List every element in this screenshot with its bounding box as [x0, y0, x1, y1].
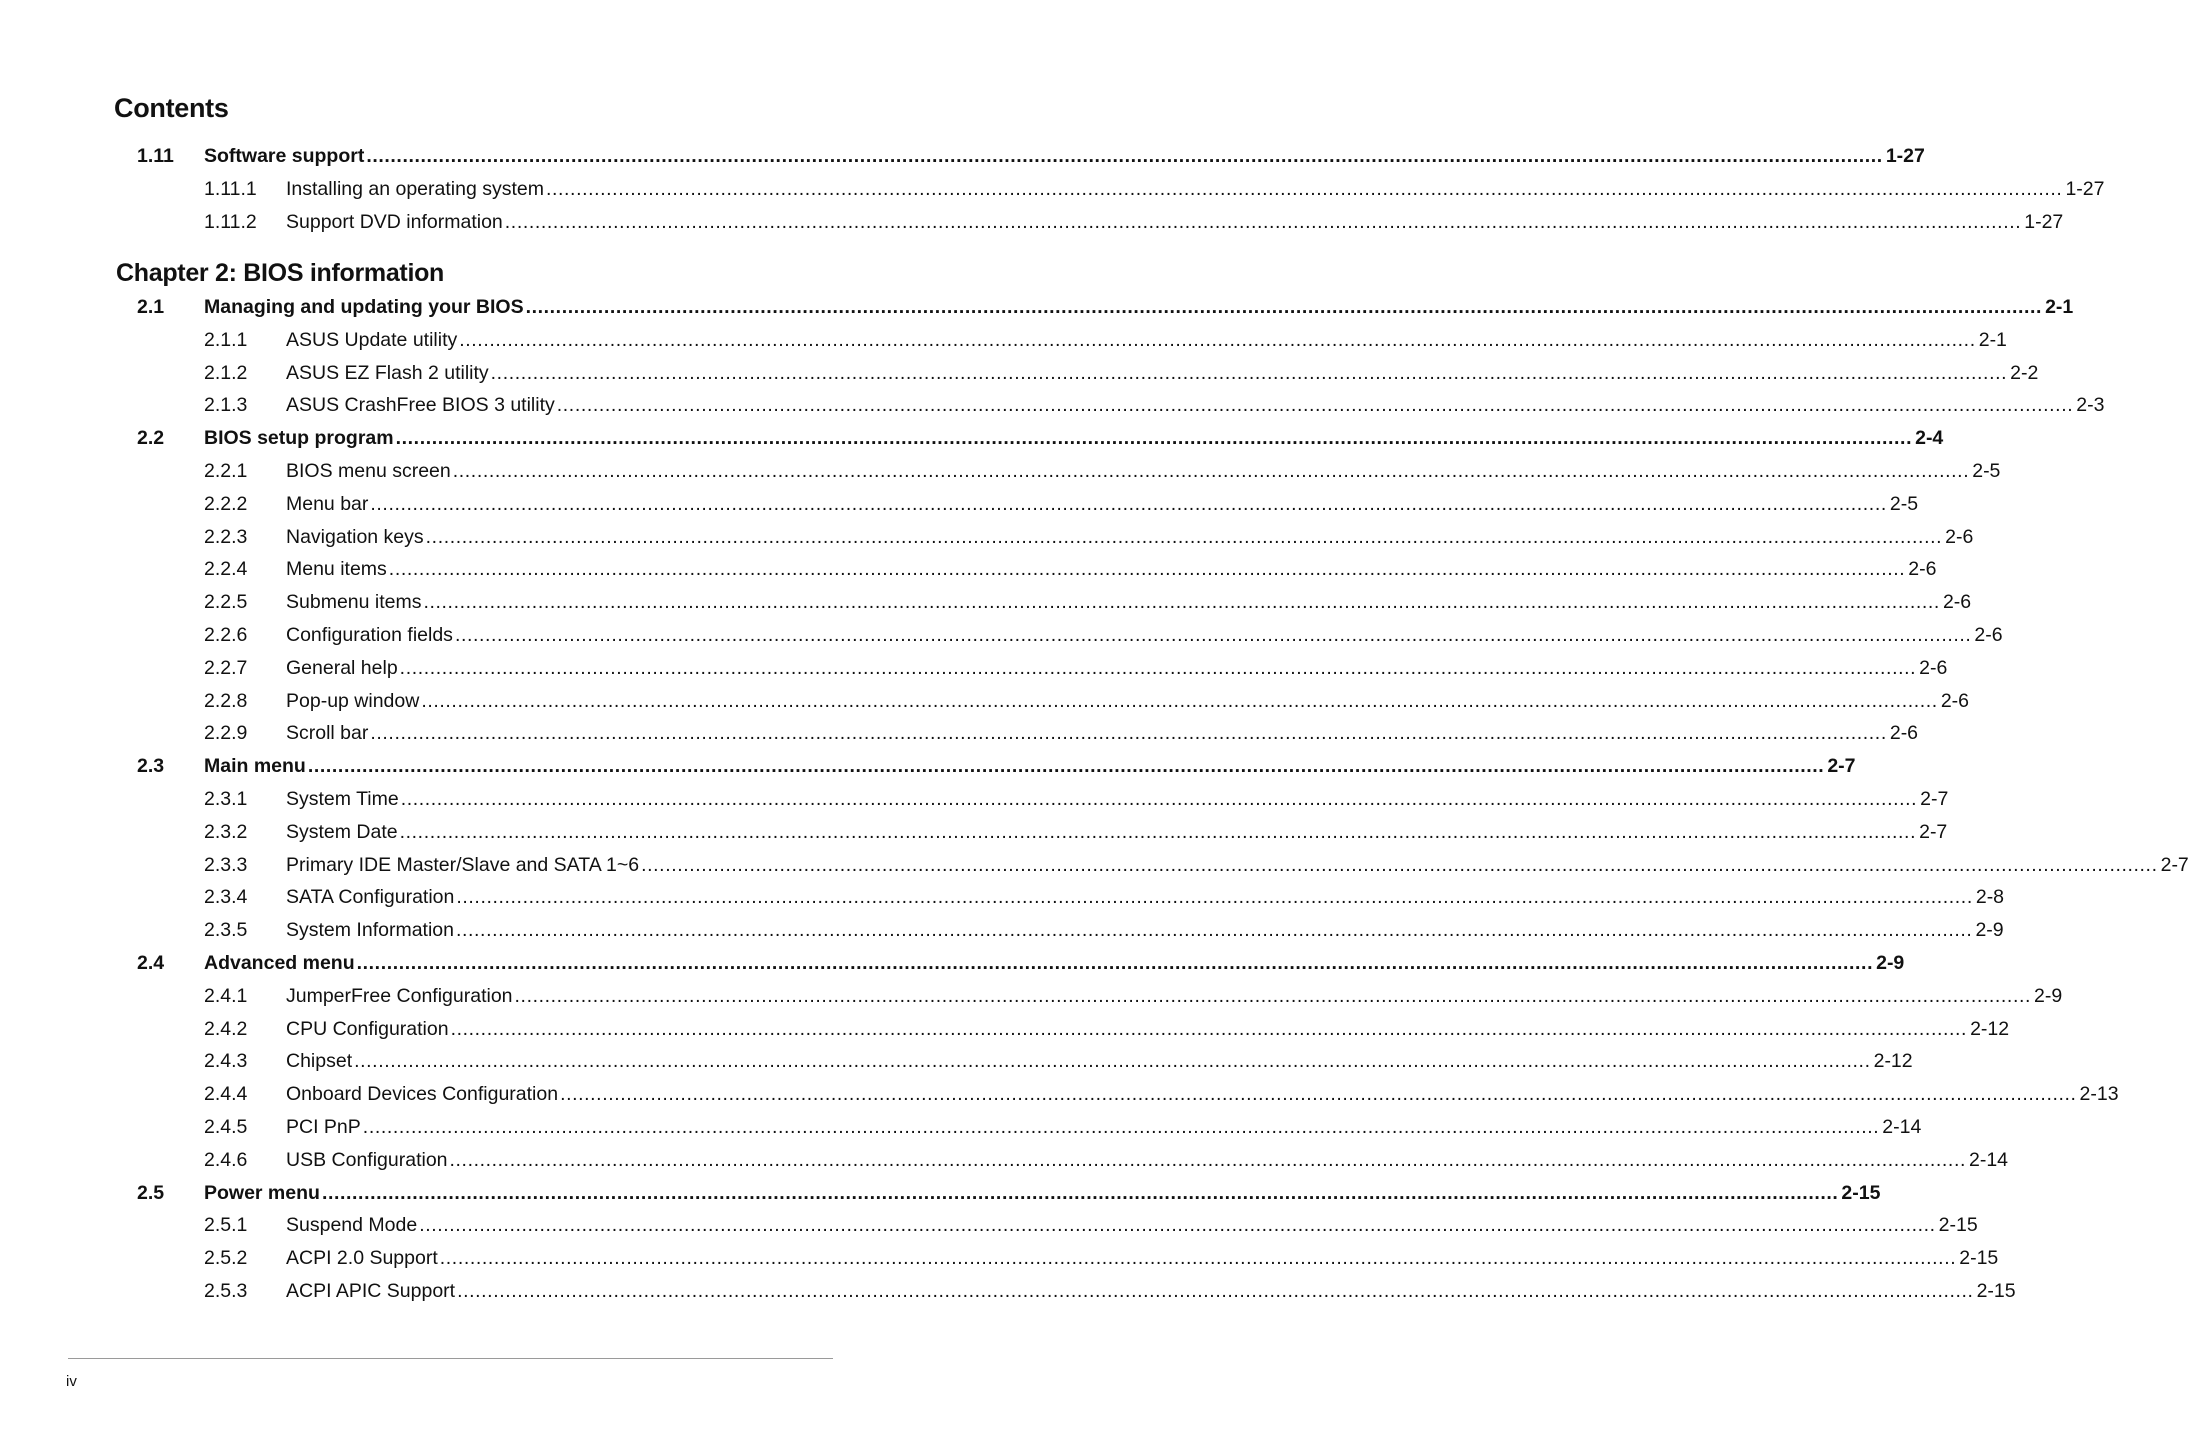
page-title: Contents — [114, 93, 229, 123]
toc-dot-leader: ............................................................................................................................................................................................................................................................ — [362, 1115, 1880, 1138]
toc-entry-number: 2.5.3 — [204, 1279, 248, 1302]
toc-entry-line — [204, 140, 1925, 173]
toc-subsection-entry[interactable] — [0, 521, 1974, 554]
toc-entry-title: System Date — [286, 820, 398, 843]
toc-entry-line — [286, 849, 2189, 882]
toc-entry-number: 2.5.1 — [204, 1214, 248, 1237]
toc-entry-line — [286, 1013, 2010, 1046]
toc-entry-line — [204, 291, 2074, 324]
toc-entry-title: Navigation keys — [286, 525, 424, 548]
toc-entry-line — [286, 1275, 2016, 1308]
toc-dot-leader: ............................................................................................................................................................................................................................................................ — [455, 919, 1973, 942]
toc-section-entry[interactable] — [0, 291, 2074, 324]
toc-subsection-entry[interactable] — [0, 173, 2105, 206]
toc-dot-leader: ............................................................................................................................................................................................................................................................ — [419, 1214, 1936, 1237]
toc-subsection-entry[interactable] — [0, 389, 2105, 422]
toc-entry-number: 2.3.2 — [204, 820, 248, 843]
toc-dot-leader: ............................................................................................................................................................................................................................................................ — [457, 1279, 1974, 1302]
toc-entry-number: 2.1 — [137, 296, 165, 318]
toc-entry-line — [286, 357, 2039, 390]
toc-entry-page: 2-9 — [2034, 984, 2063, 1007]
toc-entry-line — [286, 980, 2063, 1013]
toc-entry-page: 2-6 — [1974, 623, 2003, 646]
toc-entry-title: System Information — [286, 919, 454, 942]
toc-entry-page: 2-7 — [1827, 755, 1856, 778]
toc-dot-leader: ............................................................................................................................................................................................................................................................ — [421, 689, 1938, 712]
toc-entry-number: 2.4 — [137, 951, 165, 974]
toc-subsection-entry[interactable] — [0, 980, 2063, 1013]
toc-dot-leader: ............................................................................................................................................................................................................................................................ — [400, 787, 1918, 810]
footer-divider — [68, 1358, 833, 1359]
toc-entry-line — [204, 947, 1905, 980]
toc-entry-title: Support DVD information — [286, 210, 503, 233]
toc-entry-page: 2-6 — [1940, 689, 1969, 712]
toc-dot-leader: ............................................................................................................................................................................................................................................................ — [423, 591, 1940, 614]
toc-entry-number: 2.4.4 — [204, 1083, 248, 1106]
toc-dot-leader: ............................................................................................................................................................................................................................................................ — [307, 755, 1825, 778]
toc-subsection-entry[interactable] — [0, 1144, 2009, 1177]
toc-entry-title: Scroll bar — [286, 722, 369, 745]
toc-entry-title: ACPI APIC Support — [286, 1279, 456, 1302]
toc-entry-line — [286, 521, 1974, 554]
toc-entry-page: 2-7 — [1919, 820, 1948, 843]
toc-subsection-entry[interactable] — [0, 586, 1972, 619]
toc-dot-leader: ............................................................................................................................................................................................................................................................ — [321, 1181, 1839, 1204]
toc-entry-line — [286, 914, 2004, 947]
toc-entry-line — [286, 652, 1948, 685]
toc-subsection-entry[interactable] — [0, 553, 1937, 586]
toc-entry-page: 2-13 — [2079, 1083, 2119, 1106]
toc-entry-page: 2-1 — [2045, 296, 2074, 318]
toc-entry-number: 2.1.2 — [204, 361, 248, 384]
toc-entry-title: Software support — [204, 145, 365, 167]
toc-dot-leader: ............................................................................................................................................................................................................................................................ — [399, 820, 1917, 843]
toc-entry-number: 2.3.3 — [204, 853, 248, 876]
toc-entry-page: 2-6 — [1945, 525, 1974, 548]
toc-dot-leader: ............................................................................................................................................................................................................................................................ — [399, 656, 1917, 679]
toc-entry-line — [286, 1242, 1999, 1275]
toc-entry-number: 2.2.1 — [204, 459, 248, 482]
toc-entry-page: 2-14 — [1882, 1115, 1922, 1138]
toc-section-entry[interactable] — [0, 140, 1925, 173]
toc-entry-number: 2.3.1 — [204, 787, 248, 810]
toc-entry-line — [204, 750, 1856, 783]
toc-subsection-entry[interactable] — [0, 1013, 2010, 1046]
toc-subsection-entry[interactable] — [0, 1045, 1913, 1078]
toc-subsection-entry[interactable] — [0, 1209, 1978, 1242]
toc-entry-page: 2-5 — [1889, 492, 1919, 515]
toc-subsection-entry[interactable] — [0, 1242, 1999, 1275]
toc-entry-line — [286, 619, 2003, 652]
toc-entry-page: 2-15 — [1976, 1279, 2016, 1302]
toc-entry-title: JumperFree Configuration — [286, 984, 513, 1007]
toc-entry-number: 2.1.3 — [204, 394, 248, 417]
toc-section-entry[interactable] — [0, 1177, 1881, 1210]
toc-section-entry[interactable] — [0, 750, 1856, 783]
toc-entry-title: SATA Configuration — [286, 886, 455, 909]
toc-entry-title: Chipset — [286, 1050, 353, 1073]
toc-entry-title: Main menu — [204, 755, 306, 778]
toc-entry-line — [286, 173, 2105, 206]
toc-entry-line — [286, 685, 1969, 718]
toc-entry-title: Pop-up window — [286, 689, 420, 712]
toc-entry-number: 2.4.6 — [204, 1148, 248, 1171]
toc-dot-leader: ............................................................................................................................................................................................................................................................ — [354, 1050, 1871, 1073]
toc-entry-title: BIOS menu screen — [286, 459, 451, 482]
toc-entry-number: 2.4.1 — [204, 984, 248, 1007]
toc-subsection-entry[interactable] — [0, 816, 1948, 849]
toc-entry-page: 2-9 — [1975, 919, 2004, 942]
toc-dot-leader: ............................................................................................................................................................................................................................................................ — [556, 394, 2074, 417]
toc-entry-title: Configuration fields — [286, 623, 453, 646]
toc-entry-number: 2.4.5 — [204, 1115, 248, 1138]
toc-subsection-entry[interactable] — [0, 619, 2003, 652]
toc-entry-page: 2-6 — [1942, 591, 1972, 614]
toc-dot-leader: ............................................................................................................................................................................................................................................................ — [459, 328, 1976, 351]
toc-dot-leader: ............................................................................................................................................................................................................................................................ — [370, 722, 1887, 745]
toc-dot-leader: ............................................................................................................................................................................................................................................................ — [545, 177, 2063, 200]
toc-entry-page: 2-15 — [1938, 1214, 1978, 1237]
toc-entry-title: Onboard Devices Configuration — [286, 1083, 559, 1106]
toc-entry-line — [286, 1111, 1922, 1144]
toc-entry-line — [286, 488, 1919, 521]
toc-entry-line — [286, 455, 2001, 488]
toc-entry-title: Installing an operating system — [286, 177, 544, 200]
toc-entry-number: 2.3.4 — [204, 886, 248, 909]
toc-section-entry[interactable] — [0, 947, 1905, 980]
toc-entry-page: 1-27 — [2024, 210, 2064, 233]
toc-entry-line — [286, 881, 2005, 914]
toc-subsection-entry[interactable] — [0, 1275, 2016, 1308]
toc-entry-page: 2-3 — [2076, 394, 2105, 417]
toc-subsection-entry[interactable] — [0, 914, 2004, 947]
toc-entry-page: 1-27 — [2065, 177, 2105, 200]
toc-entry-line — [286, 1045, 1913, 1078]
toc-entry-number: 2.1.1 — [204, 328, 248, 351]
toc-entry-page: 2-5 — [1972, 459, 2001, 482]
toc-dot-leader: ............................................................................................................................................................................................................................................................ — [395, 427, 1913, 450]
toc-entry-title: Primary IDE Master/Slave and SATA 1~6 — [286, 853, 640, 876]
toc-dot-leader: ............................................................................................................................................................................................................................................................ — [356, 951, 1874, 974]
toc-entry-line — [286, 1078, 2119, 1111]
toc-entry-number: 2.2.2 — [204, 492, 248, 515]
toc-entry-title: System Time — [286, 787, 399, 810]
toc-subsection-entry[interactable] — [0, 717, 1919, 750]
toc-entry-line — [286, 1144, 2009, 1177]
toc-entry-number: 2.4.3 — [204, 1050, 248, 1073]
toc-entry-title: Submenu items — [286, 591, 422, 614]
toc-subsection-entry[interactable] — [0, 455, 2001, 488]
toc-dot-leader: ............................................................................................................................................................................................................................................................ — [449, 1148, 1966, 1171]
toc-entry-page: 2-2 — [2010, 361, 2039, 384]
toc-subsection-entry[interactable] — [0, 357, 2039, 390]
toc-entry-line — [286, 1209, 1978, 1242]
toc-entry-title: PCI PnP — [286, 1115, 361, 1138]
toc-entry-title: Power menu — [204, 1181, 320, 1204]
toc-entry-page: 2-14 — [1968, 1148, 2009, 1171]
toc-subsection-entry[interactable] — [0, 324, 2007, 357]
toc-entry-number: 2.4.2 — [204, 1017, 248, 1040]
toc-subsection-entry[interactable] — [0, 881, 2005, 914]
toc-entry-number: 1.11.2 — [204, 210, 257, 233]
toc-dot-leader: ............................................................................................................................................................................................................................................................ — [425, 525, 1943, 548]
toc-dot-leader: ............................................................................................................................................................................................................................................................ — [454, 623, 1972, 646]
toc-subsection-entry[interactable] — [0, 206, 2064, 239]
toc-dot-leader: ............................................................................................................................................................................................................................................................ — [452, 459, 1970, 482]
toc-dot-leader: ............................................................................................................................................................................................................................................................ — [450, 1017, 1968, 1040]
toc-entry-line — [286, 324, 2007, 357]
toc-entry-line — [286, 206, 2064, 239]
toc-subsection-entry[interactable] — [0, 849, 2189, 882]
toc-entry-title: CPU Configuration — [286, 1017, 449, 1040]
toc-entry-title: BIOS setup program — [204, 427, 394, 450]
toc-entry-number: 1.11 — [137, 145, 174, 167]
toc-entry-page: 2-6 — [1919, 656, 1948, 679]
toc-subsection-entry[interactable] — [0, 488, 1919, 521]
toc-entry-page: 2-6 — [1908, 558, 1937, 581]
toc-entry-page: 2-1 — [1978, 328, 2007, 351]
toc-subsection-entry[interactable] — [0, 783, 1949, 816]
toc-entry-line — [286, 783, 1949, 816]
toc-entry-page: 2-12 — [1873, 1050, 1913, 1073]
toc-entry-title: Managing and updating your BIOS — [204, 296, 524, 318]
toc-section-1-11 — [0, 140, 2105, 238]
toc-dot-leader: ............................................................................................................................................................................................................................................................ — [560, 1083, 2077, 1106]
page-number: iv — [66, 1373, 77, 1390]
toc-entry-page: 2-12 — [1970, 1017, 2010, 1040]
toc-subsection-entry[interactable] — [0, 652, 1948, 685]
toc-entry-number: 2.2 — [137, 427, 165, 450]
toc-subsection-entry[interactable] — [0, 1111, 1922, 1144]
toc-dot-leader: ............................................................................................................................................................................................................................................................ — [366, 145, 1883, 167]
toc-entry-number: 2.3 — [137, 755, 165, 778]
toc-dot-leader: ............................................................................................................................................................................................................................................................ — [490, 361, 2008, 384]
toc-entry-page: 2-7 — [2160, 853, 2189, 876]
toc-entry-title: Menu bar — [286, 492, 369, 515]
toc-dot-leader: ............................................................................................................................................................................................................................................................ — [388, 558, 1906, 581]
toc-dot-leader: ............................................................................................................................................................................................................................................................ — [370, 492, 1887, 515]
toc-entry-page: 2-4 — [1915, 427, 1944, 450]
toc-entry-title: ACPI 2.0 Support — [286, 1247, 438, 1270]
toc-subsection-entry[interactable] — [0, 685, 1969, 718]
toc-entry-page: 2-7 — [1920, 787, 1949, 810]
toc-entry-number: 2.2.6 — [204, 623, 248, 646]
toc-dot-leader: ............................................................................................................................................................................................................................................................ — [439, 1247, 1957, 1270]
toc-dot-leader: ............................................................................................................................................................................................................................................................ — [504, 210, 2022, 233]
toc-entry-line — [204, 422, 1944, 455]
toc-dot-leader: ............................................................................................................................................................................................................................................................ — [514, 984, 2031, 1007]
toc-entry-line — [286, 389, 2105, 422]
toc-entry-line — [204, 1177, 1881, 1210]
toc-entry-line — [286, 717, 1919, 750]
toc-entry-title: Suspend Mode — [286, 1214, 418, 1237]
toc-entry-number: 2.2.5 — [204, 591, 248, 614]
toc-entry-page: 2-15 — [1841, 1181, 1881, 1204]
toc-entry-title: ASUS CrashFree BIOS 3 utility — [286, 394, 555, 417]
toc-chapter-2 — [0, 291, 2189, 1308]
toc-entry-title: ASUS Update utility — [286, 328, 458, 351]
toc-entry-number: 2.2.4 — [204, 558, 248, 581]
toc-entry-number: 2.5.2 — [204, 1247, 248, 1270]
chapter-title: Chapter 2: BIOS information — [116, 259, 445, 287]
toc-dot-leader: ............................................................................................................................................................................................................................................................ — [456, 886, 1973, 909]
toc-entry-page: 2-9 — [1876, 951, 1905, 974]
toc-entry-title: Menu items — [286, 558, 387, 581]
toc-entry-page: 1-27 — [1885, 145, 1925, 167]
toc-entry-number: 2.5 — [137, 1181, 165, 1204]
toc-entry-title: ASUS EZ Flash 2 utility — [286, 361, 489, 384]
toc-dot-leader: ............................................................................................................................................................................................................................................................ — [525, 296, 2043, 318]
toc-entry-line — [286, 553, 1937, 586]
toc-entry-number: 1.11.1 — [204, 177, 257, 200]
toc-dot-leader: ............................................................................................................................................................................................................................................................ — [641, 853, 2158, 876]
toc-entry-title: General help — [286, 656, 398, 679]
toc-entry-title: Advanced menu — [204, 951, 355, 974]
toc-section-entry[interactable] — [0, 422, 1944, 455]
toc-entry-page: 2-8 — [1975, 886, 2005, 909]
toc-entry-page: 2-15 — [1959, 1247, 1999, 1270]
toc-entry-title: USB Configuration — [286, 1148, 448, 1171]
toc-entry-number: 2.2.3 — [204, 525, 248, 548]
toc-entry-line — [286, 816, 1948, 849]
toc-entry-number: 2.2.8 — [204, 689, 248, 712]
toc-entry-number: 2.2.9 — [204, 722, 248, 745]
toc-entry-number: 2.2.7 — [204, 656, 248, 679]
toc-entry-number: 2.3.5 — [204, 919, 248, 942]
toc-entry-line — [286, 586, 1972, 619]
toc-entry-page: 2-6 — [1889, 722, 1919, 745]
toc-subsection-entry[interactable] — [0, 1078, 2119, 1111]
